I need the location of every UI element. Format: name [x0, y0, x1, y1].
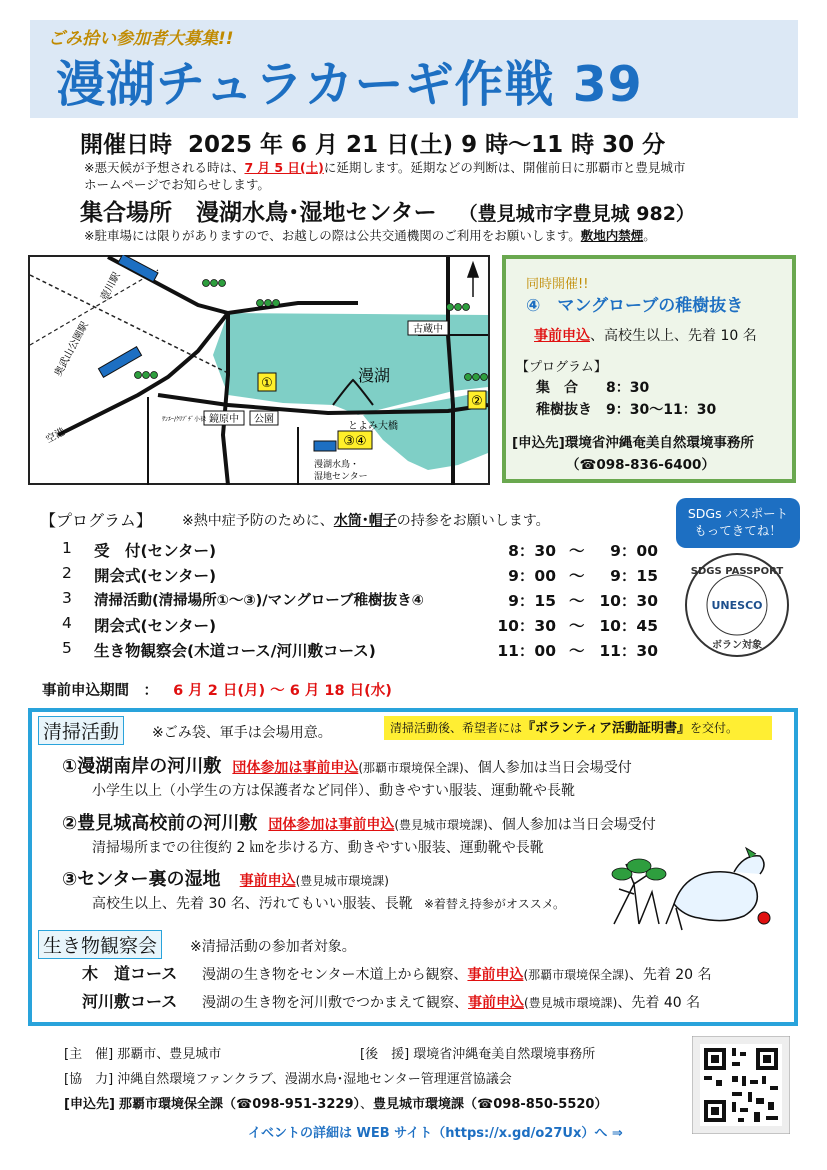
subtitle: ごみ拾い参加者大募集!!	[48, 29, 234, 49]
row1-label: 集 合	[536, 380, 578, 396]
row2-label: 稚樹抜き	[536, 402, 592, 418]
contact-sep: 、	[360, 1097, 374, 1112]
sdgs-badge	[684, 552, 790, 658]
course-2	[82, 989, 700, 1012]
manko-label: 漫湖	[358, 366, 391, 385]
mangrove-title: ④ マングローブの稚樹抜き	[526, 296, 744, 316]
row-num: 5	[62, 639, 72, 657]
site-1	[62, 752, 632, 778]
contact-1: 那覇市環境保全課	[119, 1097, 224, 1112]
course-1-apply: 事前申込	[467, 967, 524, 983]
row-end: 10：45	[599, 617, 658, 635]
observation-note: ※清掃活動の参加者対象。	[190, 939, 356, 955]
row-name: 開会式(センター)	[94, 567, 217, 585]
side-program-head: 【プログラム】	[516, 360, 607, 375]
shop-label: ｻﾝｴｰ/ｸﾘﾌﾞﾁﾞ小禄	[162, 416, 207, 423]
row-start: 11：00	[497, 642, 556, 660]
center-label-2: 湿地センター	[314, 472, 368, 482]
site-1-detail: 小学生以上（小学生の方は保護者など同伴）、動きやすい服装、運動靴や長靴	[92, 783, 575, 799]
course-1-name: 木 道コース	[82, 964, 178, 983]
course-2-rest: 、先着 40 名	[617, 995, 701, 1011]
program-head: 【プログラム】	[40, 511, 152, 530]
site-2-rest: 、個人参加は当日会場受付	[487, 817, 656, 833]
support-value: 環境省沖縄奄美自然環境事務所	[413, 1047, 596, 1062]
site-2-title: ②豊見城高校前の河川敷	[62, 813, 258, 834]
date-note-2: ホームページでお知らせします。	[84, 177, 270, 192]
site-1-title: ①漫湖南岸の河川敷	[62, 756, 222, 777]
site-3	[62, 865, 389, 891]
cleanup-note: ※ごみ袋、軍手は会場用意。	[152, 725, 332, 741]
site-3-title: ③センター裏の湿地	[62, 869, 221, 890]
no-smoking: 敷地内禁煙	[580, 228, 644, 243]
course-2-name: 河川敷コース	[82, 992, 178, 1011]
airport-label: 空港	[44, 426, 68, 446]
course-2-org: (豊見城市環境課)	[524, 996, 618, 1010]
place-note	[84, 226, 656, 244]
period-label: 事前申込期間 ：	[42, 683, 158, 699]
cert-end: を交付。	[689, 721, 738, 735]
postpone-date: 7 月 5 日(土)	[244, 160, 324, 175]
course-1-org: (那覇市環境保全課)	[523, 968, 629, 982]
site-2-org: (豊見城市環境課)	[394, 818, 488, 832]
cert-text: 清掃活動後、希望者には	[390, 721, 523, 735]
row-sep: ～	[569, 542, 585, 560]
observation-tag: 生き物観察会	[38, 930, 162, 959]
row-num: 1	[62, 539, 72, 557]
date-note-text-2: に延期します。延期などの判断は、開催前日に那覇市と豊見城市	[323, 160, 686, 175]
date-line	[80, 126, 665, 159]
row-num: 2	[62, 564, 72, 582]
row2-time: 9：30～11：30	[606, 402, 717, 418]
mangrove-box	[502, 255, 796, 483]
row-start: 8：30	[508, 542, 556, 560]
bridge-label: とよみ大橋	[348, 421, 398, 432]
marker-34: ③④	[343, 434, 367, 449]
certificate-note	[384, 716, 772, 740]
cleanup-tag: 清掃活動	[38, 716, 124, 745]
row1-time: 8：30	[606, 380, 650, 396]
host-label: [主 催]	[64, 1047, 114, 1062]
access-map	[28, 255, 490, 485]
site-3-detail: 高校生以上、先着 30 名、汚れてもいい服装、長靴	[92, 896, 413, 912]
course-1-rest: 、先着 20 名	[628, 967, 712, 983]
date-label: 開催日時	[80, 132, 172, 158]
site-3-apply: 事前申込	[239, 873, 296, 889]
heat-note-end: の持参をお願いします。	[396, 513, 550, 529]
row-name: 生き物観察会(木道コース/河川敷コース)	[94, 642, 376, 660]
support-label: [後 援]	[360, 1047, 410, 1062]
row-end: 10：30	[599, 592, 658, 610]
row-name: 清掃活動(清掃場所①～③)/マングローブ稚樹抜き④	[94, 593, 424, 609]
badge-top: SDGS PASSPORT	[690, 566, 784, 577]
station-1-label: 壺川駅	[98, 270, 123, 303]
web-link[interactable]: イベントの詳細は WEB サイト（https://x.gd/o27Ux）へ ⇒	[248, 1126, 623, 1141]
contact-label: [申込先]	[64, 1097, 115, 1112]
course-1-desc: 漫湖の生き物をセンター木道上から観察、	[202, 967, 468, 983]
date-value: 2025 年 6 月 21 日(土) 9 時～11 時 30 分	[188, 132, 666, 158]
place-note-end: 。	[643, 228, 656, 243]
marker-1: ①	[261, 376, 273, 391]
footer-support	[360, 1043, 595, 1062]
site-1-org: (那覇市環境保全課)	[358, 761, 464, 775]
place-address: （豊見城市字豊見城 982）	[458, 203, 695, 225]
sdgs-bubble-text: SDGs パスポート もってきてね！	[687, 506, 789, 538]
course-2-apply: 事前申込	[468, 995, 524, 1011]
site-2	[62, 809, 656, 835]
row-end: 9：15	[610, 567, 658, 585]
row-sep: ～	[569, 567, 585, 585]
site-1-rest: 、個人参加は当日会場受付	[463, 760, 632, 776]
site-3-detail-line	[92, 893, 565, 913]
apply-detail: 、高校生以上、先着 10 名	[590, 328, 757, 344]
footer-host	[64, 1043, 221, 1062]
period-value: 6 月 2 日(月) ～ 6 月 18 日(水)	[173, 683, 392, 699]
row-name: 閉会式(センター)	[94, 617, 217, 635]
course-2-desc: 漫湖の生き物を河川敷でつかまえて観察、	[202, 995, 468, 1011]
side-tel: （☎098-836-6400）	[566, 457, 715, 473]
row-end: 9：00	[610, 542, 658, 560]
host-value: 那覇市、豊見城市	[117, 1047, 222, 1062]
contact-2: 豊見城市環境課	[373, 1097, 465, 1112]
date-note-text: ※悪天候が予想される時は、	[84, 160, 245, 175]
kozou-label: 古蔵中	[413, 324, 443, 335]
row-start: 10：30	[497, 617, 556, 635]
tel-2: （☎098-850-5520）	[464, 1097, 608, 1112]
mascot-illustration	[604, 844, 784, 932]
qr-code[interactable]	[692, 1036, 790, 1134]
badge-mid: UNESCO	[711, 599, 763, 612]
side-row-1	[536, 377, 649, 397]
center-label-1: 漫湖水鳥・	[314, 460, 360, 470]
cert-name: 『ボランティア活動証明書』	[522, 721, 690, 736]
apply-period	[42, 679, 392, 700]
row-start: 9：15	[508, 592, 556, 610]
marker-2: ②	[471, 394, 483, 409]
site-2-detail: 清掃場所までの往復約 2 ㎞を歩ける方、動きやすい服装、運動靴や長靴	[92, 840, 544, 856]
kyohara-label: 鏡原中	[209, 414, 239, 425]
footer-contact	[64, 1093, 607, 1112]
side-row-2	[536, 399, 716, 419]
page-title: 漫湖チュラカーギ作戦 39	[56, 56, 643, 113]
badge-bottom: ボラン対象	[712, 640, 762, 651]
program-note	[182, 510, 550, 530]
row-num: 3	[62, 589, 72, 607]
row-num: 4	[62, 614, 72, 632]
place-value: 漫湖水鳥･湿地センター	[196, 200, 437, 226]
place-note-text: ※駐車場には限りがありますので、お越しの際は公共交通機関のご利用をお願いします。	[84, 228, 581, 243]
side-contact: [申込先]環境省沖縄奄美自然環境事務所	[512, 435, 754, 451]
row-sep: ～	[569, 592, 585, 610]
place-label: 集合場所	[80, 200, 172, 226]
mangrove-apply	[534, 325, 757, 345]
site-1-apply: 団体参加は事前申込	[232, 760, 359, 776]
heat-note: ※熱中症予防のために、	[182, 513, 334, 529]
row-end: 11：30	[599, 642, 658, 660]
concurrent-label: 同時開催!!	[526, 277, 589, 292]
sdgs-bubble	[676, 498, 800, 548]
coop-value: 沖縄自然環境ファンクラブ、漫湖水鳥･湿地センター管理運営協議会	[117, 1072, 512, 1087]
date-note	[84, 158, 685, 176]
apply-label: 事前申込	[534, 328, 590, 344]
row-sep: ～	[569, 617, 585, 635]
site-2-apply: 団体参加は事前申込	[268, 817, 395, 833]
park-label: 公園	[254, 414, 274, 425]
course-1	[82, 961, 712, 984]
coop-label: [協 力]	[64, 1072, 114, 1087]
station-2-label: 奥武山公園駅	[52, 320, 91, 379]
row-start: 9：00	[508, 567, 556, 585]
site-3-org: (豊見城市環境課)	[295, 874, 389, 888]
row-name: 受 付(センター)	[94, 542, 217, 560]
row-sep: ～	[569, 642, 585, 660]
bring-items: 水筒･帽子	[333, 513, 397, 529]
footer-coop	[64, 1068, 512, 1087]
tel-1: （☎098-951-3229）	[223, 1097, 360, 1112]
site-3-note: ※着替え持参がオススメ。	[423, 897, 566, 911]
place-line	[80, 194, 695, 227]
